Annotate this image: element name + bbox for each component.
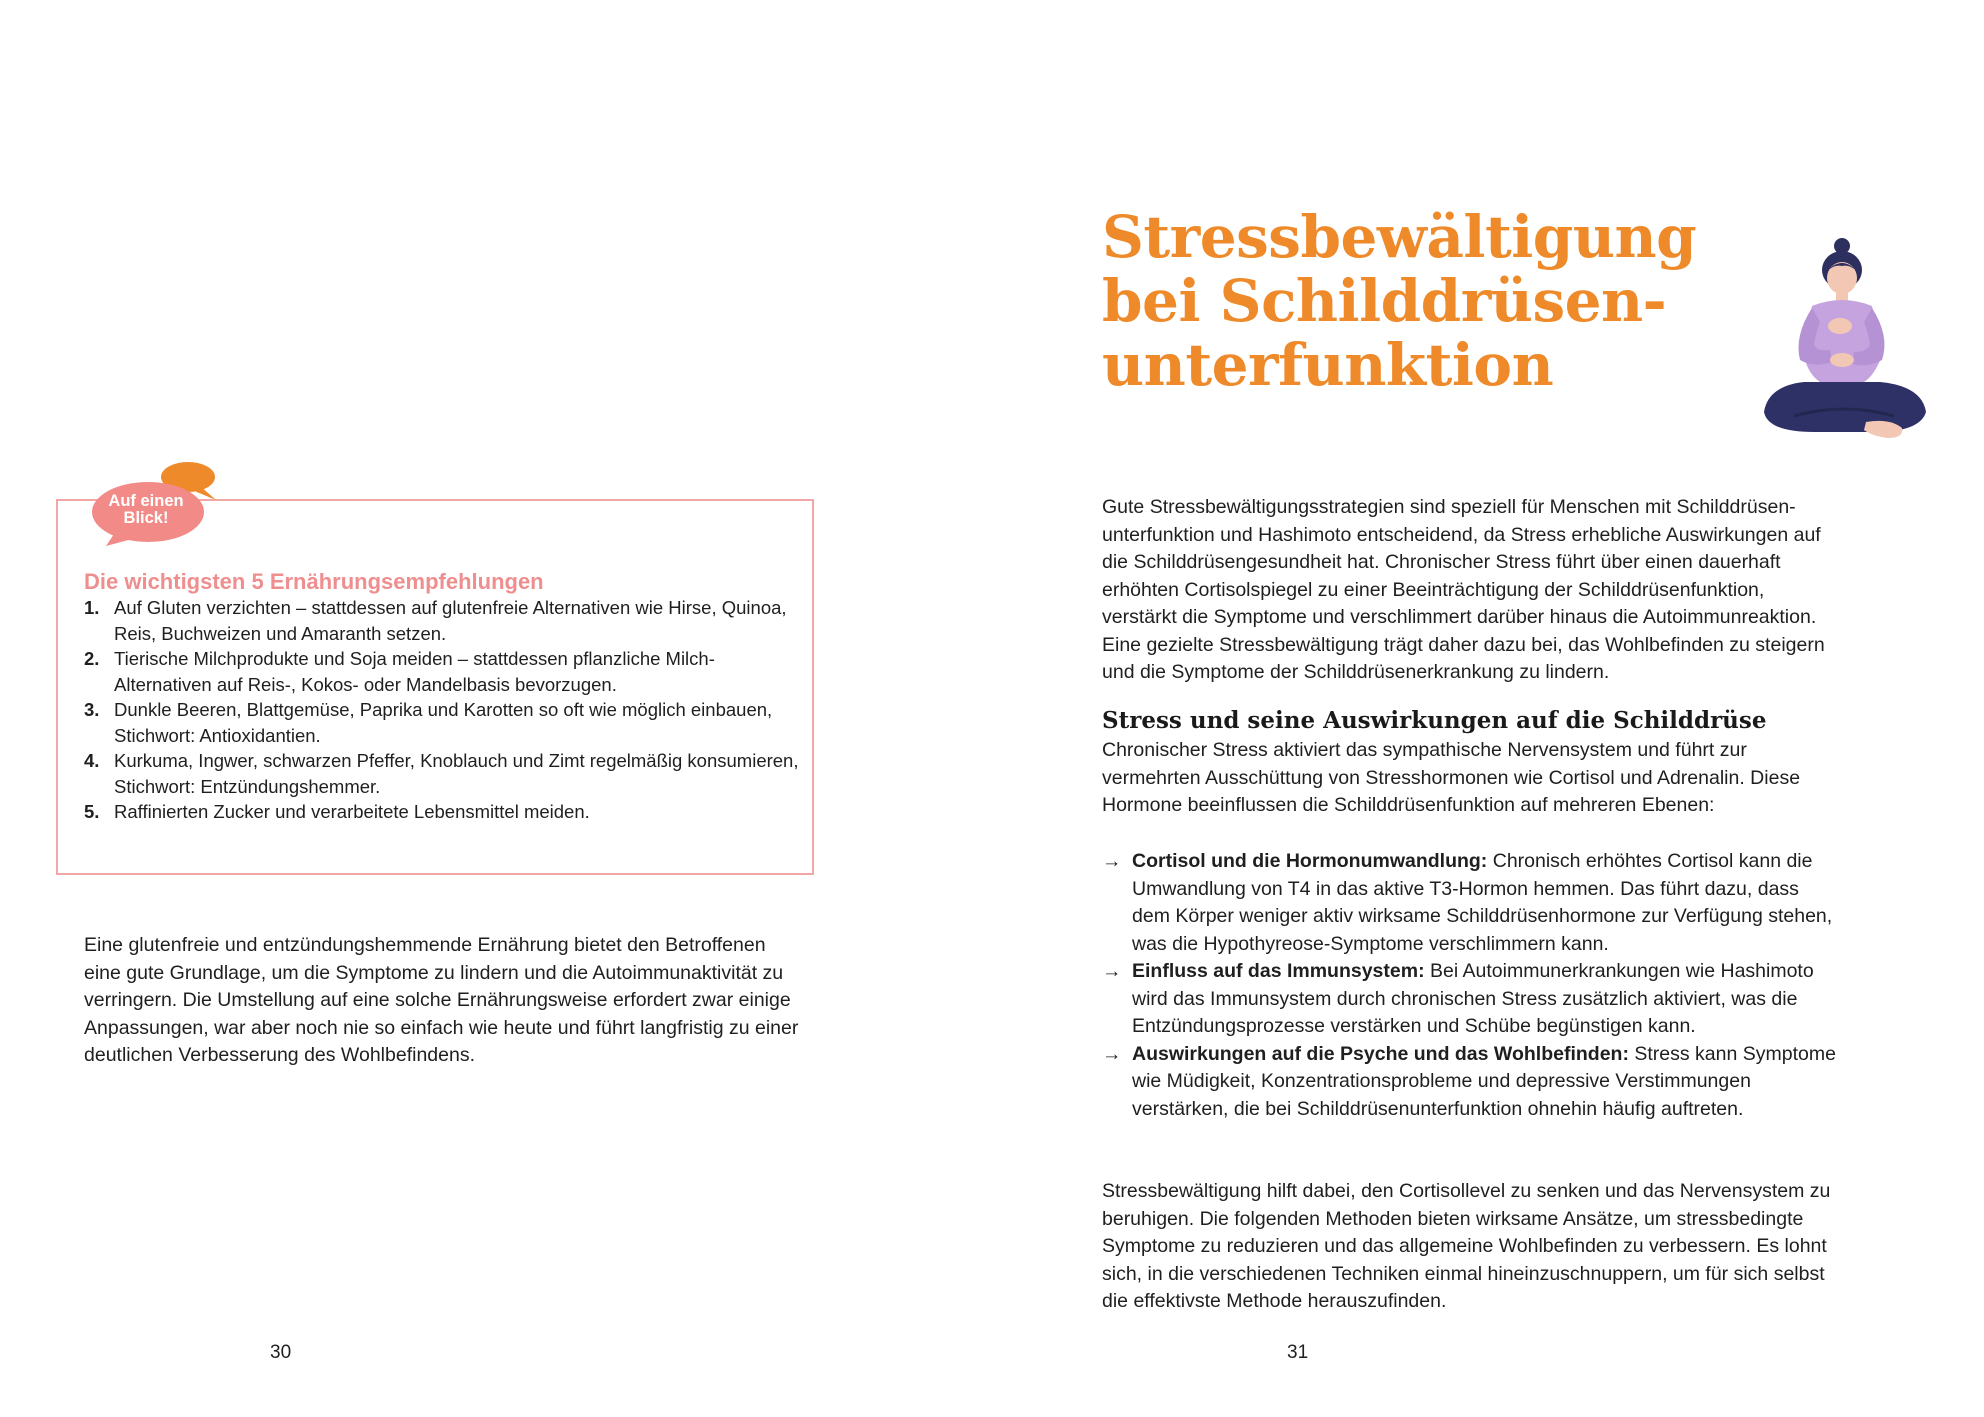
- list-item-text: Raffinierten Zucker und verarbeitete Lebensmittel meiden.: [114, 801, 590, 822]
- outro-paragraph: Stressbewältigung hilft dabei, den Cortisollevel zu senken und das Nervensystem zu beruhigen. Die folgenden Methoden bieten wirksame Ansätze, um stressbedingte Symptome zu reduzieren und das allgemeine Wohlbefinden zu verbessern. Es lohnt sich, in die verschiedenen Techniken einmal hineinzuschnuppern, um für sich selbst die effektivste Methode herauszufinden.: [1102, 1180, 1831, 1312]
- arrow-right-icon: →: [1102, 850, 1122, 872]
- box-title: Die wichtigsten 5 Ernährungsempfehlungen: [84, 569, 544, 594]
- page-title: [1102, 205, 1696, 397]
- list-item: [84, 646, 799, 697]
- title-line: Stressbewältigung: [1102, 203, 1697, 271]
- arrow-right-icon: →: [1102, 960, 1122, 982]
- title-line: bei Schilddrüsen-: [1102, 267, 1667, 335]
- bullet-heading: Auswirkungen auf die Psyche und das Wohlbefinden:: [1132, 1042, 1629, 1065]
- effects-list: [1102, 848, 1837, 1123]
- list-item-text: Kurkuma, Ingwer, schwarzen Pfeffer, Knoblauch und Zimt regelmäßig konsumieren, Stichwort: Entzündungshemmer.: [114, 750, 799, 797]
- list-item: [84, 697, 799, 748]
- page-number-right: 31: [1287, 1342, 1309, 1363]
- list-item: [1102, 958, 1837, 1041]
- list-number: 3.: [84, 699, 100, 720]
- list-item: [1102, 848, 1837, 958]
- section-paragraph: Chronischer Stress aktiviert das sympathische Nervensystem und führt zur vermehrten Ausschüttung von Stresshormonen wie Cortisol und Adrenalin. Diese Hormone beeinflussen die Schilddrüsenfunktion auf mehreren Ebenen:: [1102, 739, 1801, 816]
- arrow-right-icon: →: [1102, 1042, 1122, 1065]
- bullet-text: Stress kann Symptome wie Müdigkeit, Konzentrationsprobleme und depressive Verstimmungen verstärken, die bei Schilddrüsenunterfunktion ohnehin häufig auftreten.: [1132, 1042, 1836, 1120]
- list-item: [1102, 1041, 1837, 1124]
- left-paragraph: Eine glutenfreie und entzündungshemmende Ernährung bietet den Betroffenen eine gute Grundlage, um die Symptome zu lindern und die Autoimmunaktivität zu verringern. Die Umstellung auf eine solche Ernährungsweise erfordert zwar einige Anpassungen, war aber noch nie so einfach wie heute und führt langfristig zu einer deutlichen Verbesserung des Wohlbefindens.: [84, 934, 799, 1066]
- bullet-text: Chronisch erhöhtes Cortisol kann die Umwandlung von T4 in das aktive T3-Hormon hemmen. Das führt dazu, dass dem Körper weniger aktiv wirksame Schilddrüsenhormone zur Verfügung stehen, was die Hypothyreose-Symptome verschlimmern kann.: [1132, 850, 1833, 955]
- bullet-heading: Einfluss auf das Immunsystem:: [1132, 960, 1425, 982]
- list-item-text: Dunkle Beeren, Blattgemüse, Paprika und Karotten so oft wie möglich einbauen, Stichwort: Antioxidantien.: [114, 699, 773, 746]
- right-page: [992, 0, 1984, 1417]
- bubble-label: Auf einen Blick!: [108, 492, 184, 527]
- list-number: 5.: [84, 801, 100, 822]
- bullet-text: Bei Autoimmunerkrankungen wie Hashimoto wird das Immunsystem durch chronischen Stress zusätzlich aktiviert, was die Entzündungsprozesse verstärken und Schübe begünstigen kann.: [1132, 960, 1814, 1037]
- recommendation-list: [84, 595, 799, 825]
- list-item: [84, 595, 799, 646]
- page-number-left: 30: [270, 1342, 292, 1363]
- list-number: 2.: [84, 648, 100, 669]
- list-item-text: Auf Gluten verzichten – stattdessen auf glutenfreie Alternativen wie Hirse, Quinoa, Reis, Buchweizen und Amaranth setzen.: [114, 597, 787, 644]
- list-item-text: Tierische Milchprodukte und Soja meiden – stattdessen pflanzliche Milch-Alternativen auf Reis-, Kokos- oder Mandelbasis bevorzugen.: [114, 648, 715, 695]
- bullet-heading: Cortisol und die Hormonumwandlung:: [1132, 850, 1488, 872]
- speech-bubble-badge: [86, 460, 222, 546]
- list-item: [84, 748, 799, 799]
- intro-paragraph: Gute Stressbewältigungsstrategien sind speziell für Menschen mit Schilddrüsen-unterfunktion und Hashimoto entscheidend, da Stress erhebliche Auswirkungen auf die Schilddrüsengesundheit hat. Chronischer Stress führt über einen dauerhaft erhöhten Cortisolspiegel zu einer Beeinträchtigung der Schilddrüsenfunktion, verstärkt die Symptome und verschlimmert darüber hinaus die Autoimmunreaktion. Eine gezielte Stressbewältigung trägt daher dazu bei, das Wohlbefinden zu steigern und die Symptome der Schilddrüsenerkrankung zu lindern.: [1102, 496, 1825, 683]
- meditating-person-icon: [1754, 236, 1934, 456]
- section-subheading: Stress und seine Auswirkungen auf die Schilddrüse: [1102, 707, 1767, 734]
- title-line: unterfunktion: [1102, 331, 1554, 399]
- list-number: 4.: [84, 750, 100, 771]
- list-item: [84, 799, 799, 825]
- list-number: 1.: [84, 597, 100, 618]
